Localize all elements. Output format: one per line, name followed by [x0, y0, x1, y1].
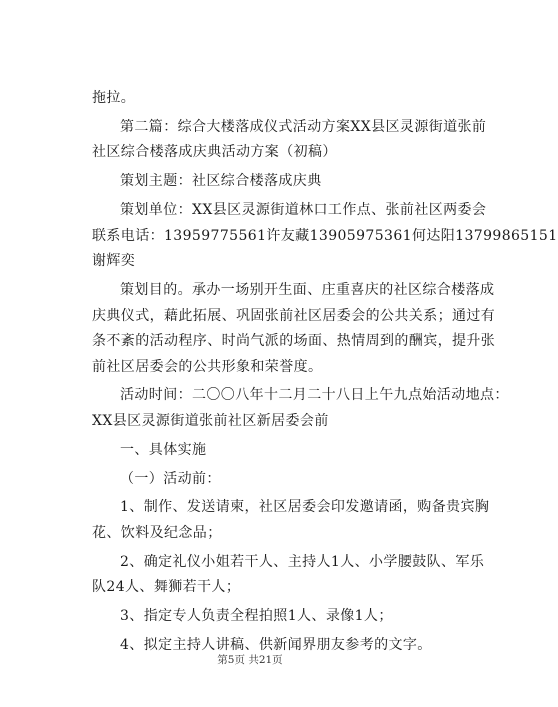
- body-line: 条不紊的活动程序、时尚气派的场面、热情周到的酬宾，提升张: [92, 333, 496, 350]
- body-line: 4、拟定主持人讲稿、供新闻界朋友参考的文字。: [120, 636, 432, 653]
- body-line: 队24人、舞狮若干人；: [92, 579, 241, 596]
- body-line: 策划单位：XX县区灵源街道林口工作点、张前社区两委会: [120, 201, 487, 218]
- document-body: [92, 86, 558, 659]
- body-line: 策划目的。承办一场别开生面、庄重喜庆的社区综合楼落成: [120, 281, 495, 298]
- body-line: 联系电话：13959775561许友藏13905975361何达阳13799865151: [92, 227, 558, 244]
- body-line: 2、确定礼仪小姐若干人、主持人1人、小学腰鼓队、军乐: [120, 553, 485, 570]
- subsection-heading: （一）活动前：: [120, 470, 221, 487]
- body-line: 庆典仪式，藉此拓展、巩固张前社区居委会的公共关系；通过有: [92, 307, 496, 324]
- body-line: XX县区灵源街道张前社区新居委会前: [92, 413, 329, 430]
- body-line: 社区综合楼落成庆典活动方案（初稿）: [92, 144, 337, 161]
- body-line: 策划主题：社区综合楼落成庆典: [120, 173, 322, 190]
- body-line: 1、制作、发送请柬，社区居委会印发邀请函，购备贵宾胸: [120, 499, 490, 516]
- body-line: 第二篇：综合大楼落成仪式活动方案XX县区灵源街道张前: [120, 118, 487, 135]
- section-heading: 一、具体实施: [120, 441, 207, 458]
- page-number-footer: 第5页 共21页: [217, 654, 283, 666]
- body-line: 花、饮料及纪念品；: [92, 525, 222, 541]
- body-line: 拖拉。: [92, 90, 136, 106]
- body-line: 谢辉奕: [92, 253, 136, 270]
- body-line: 活动时间：二〇〇八年十二月二十八日上午九点始活动地点：: [120, 387, 509, 404]
- body-line: 前社区居委会的公共形象和荣誉度。: [92, 358, 323, 375]
- body-line: 3、指定专人负责全程拍照1人、录像1人；: [120, 608, 393, 625]
